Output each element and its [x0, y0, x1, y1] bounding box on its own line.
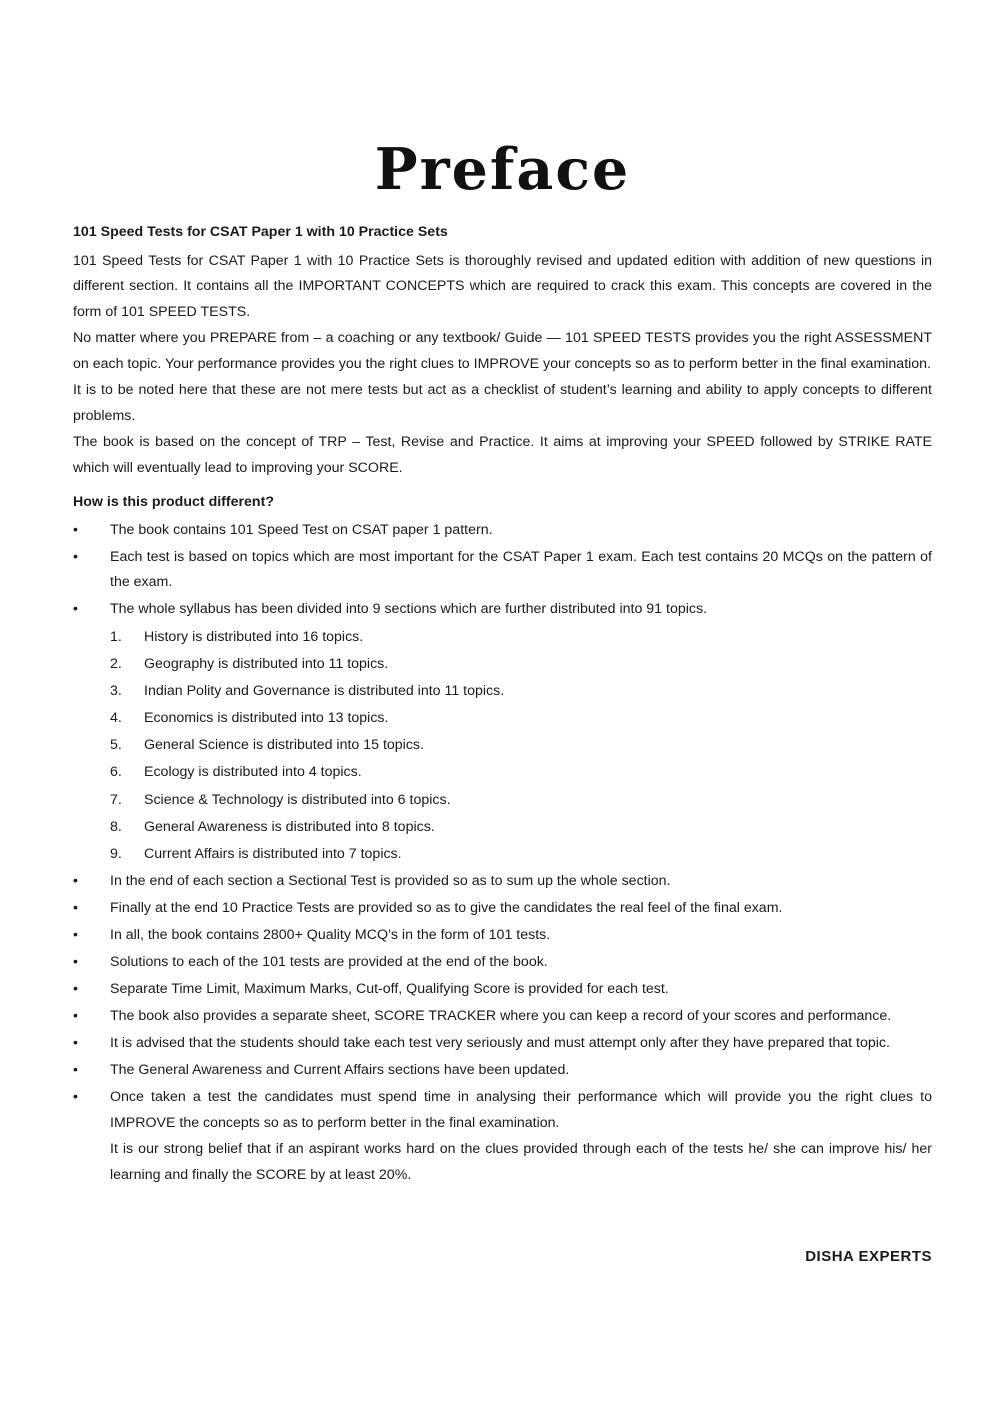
section-number: 7. [110, 791, 122, 808]
sections-list [110, 625, 932, 868]
section-item [110, 679, 932, 705]
list-item-text: The whole syllabus has been divided into 9 sections which are further distributed into 91 topics. [110, 601, 708, 617]
section-number: 4. [110, 710, 122, 727]
bullet-icon: • [73, 1089, 78, 1106]
section-text: Geography is distributed into 11 topics. [144, 655, 389, 672]
intro-paragraph-3: It is to be noted here that these are not mere tests but act as a checklist of student’s learning and ability to apply concepts to different problems. [73, 382, 932, 424]
bullet-icon: • [73, 521, 78, 538]
list-item-text: Once taken a test the candidates must spend time in analysing their performance which will provide you the right clues to IMPROVE the concepts so as to perform better in the final examination. [110, 1089, 932, 1131]
section-number: 2. [110, 655, 122, 672]
list-item [73, 923, 932, 949]
list-item [73, 1085, 932, 1188]
list-item [73, 896, 932, 922]
closing-paragraph: It is our strong belief that if an aspirant works hard on the clues provided through each of the tests he/ she can improve his/ her learning and finally the SCORE by at least 20%. [110, 1141, 932, 1183]
bullet-icon: • [73, 900, 78, 917]
section-item [110, 652, 932, 678]
section-text: Indian Polity and Governance is distributed into 11 topics. [144, 682, 505, 699]
bullet-icon: • [73, 1062, 78, 1079]
section-text: General Science is distributed into 15 topics. [144, 737, 424, 754]
list-item-text: The book also provides a separate sheet, SCORE TRACKER where you can keep a record of your scores and performance. [110, 1008, 892, 1025]
book-subtitle: 101 Speed Tests for CSAT Paper 1 with 10 Practice Sets [73, 224, 448, 240]
section-item [110, 625, 932, 651]
section-number: 8. [110, 818, 122, 835]
list-item [73, 1031, 932, 1057]
section-item [110, 815, 932, 841]
section-item [110, 788, 932, 814]
list-item-text: It is advised that the students should take each test very seriously and must attempt only after they have prepared that topic. [110, 1035, 890, 1052]
list-item [73, 1058, 932, 1084]
intro-paragraph-4: The book is based on the concept of TRP – Test, Revise and Practice. It aims at improving your SPEED followed by STRIKE RATE which will eventually lead to improving your SCORE. [73, 434, 932, 476]
list-item [73, 545, 932, 596]
page-title: Preface [374, 136, 631, 203]
section-number: 3. [110, 682, 122, 699]
section-text: General Awareness is distributed into 8 topics. [144, 818, 435, 835]
bullet-icon: • [73, 548, 78, 565]
list-item [73, 977, 932, 1003]
list-item-text: In the end of each section a Sectional Test is provided so as to sum up the whole section. [110, 873, 671, 890]
signature: DISHA EXPERTS [805, 1248, 932, 1265]
bullet-icon: • [73, 954, 78, 971]
intro-paragraph-1: 101 Speed Tests for CSAT Paper 1 with 10 Practice Sets is thoroughly revised and updated edition with addition of new questions in different section. It contains all the IMPORTANT CONCEPTS which are required to crack this exam. This concepts are covered in the form of 101 SPEED TESTS. [73, 252, 932, 320]
list-item-text: The book contains 101 Speed Test on CSAT paper 1 pattern. [110, 521, 493, 538]
bullet-icon: • [73, 873, 78, 890]
intro-paragraph-2: No matter where you PREPARE from – a coaching or any textbook/ Guide — 101 SPEED TESTS provides you the right ASSESSMENT on each topic. Your performance provides you the right clues to IMPROVE your concepts so as to perform better in the final examination. [73, 330, 932, 372]
preface-body [73, 220, 932, 1190]
section-item [110, 842, 932, 868]
list-item-text: Finally at the end 10 Practice Tests are provided so as to give the candidates the real feel of the final exam. [110, 900, 783, 917]
section-heading: How is this product different? [73, 494, 274, 510]
bullet-icon: • [73, 981, 78, 998]
section-number: 6. [110, 764, 122, 781]
bullet-icon: • [73, 601, 78, 617]
list-item [73, 950, 932, 976]
list-item [73, 1004, 932, 1030]
bullet-icon: • [73, 1035, 78, 1052]
section-item [110, 706, 932, 732]
list-item [73, 597, 932, 868]
list-item-text: The General Awareness and Current Affairs sections have been updated. [110, 1062, 570, 1079]
list-item [73, 518, 932, 544]
bullet-icon: • [73, 927, 78, 944]
section-text: History is distributed into 16 topics. [144, 628, 364, 645]
bullet-icon: • [73, 1008, 78, 1025]
list-item-text: Separate Time Limit, Maximum Marks, Cut-off, Qualifying Score is provided for each test. [110, 981, 669, 998]
list-item-text: Each test is based on topics which are most important for the CSAT Paper 1 exam. Each test contains 20 MCQs on the pattern of the exam. [110, 548, 932, 590]
section-text: Current Affairs is distributed into 7 topics. [144, 846, 402, 862]
list-item-text: Solutions to each of the 101 tests are provided at the end of the book. [110, 954, 548, 971]
list-item-text: In all, the book contains 2800+ Quality MCQ’s in the form of 101 tests. [110, 927, 551, 944]
section-text: Ecology is distributed into 4 topics. [144, 764, 362, 781]
section-number: 5. [110, 737, 122, 754]
section-text: Science & Technology is distributed into 6 topics. [144, 791, 451, 808]
section-number: 1. [110, 628, 122, 645]
list-item [73, 869, 932, 895]
section-number: 9. [110, 846, 122, 862]
section-text: Economics is distributed into 13 topics. [144, 710, 389, 727]
section-item [110, 760, 932, 786]
section-item [110, 733, 932, 759]
features-list [73, 518, 932, 1189]
